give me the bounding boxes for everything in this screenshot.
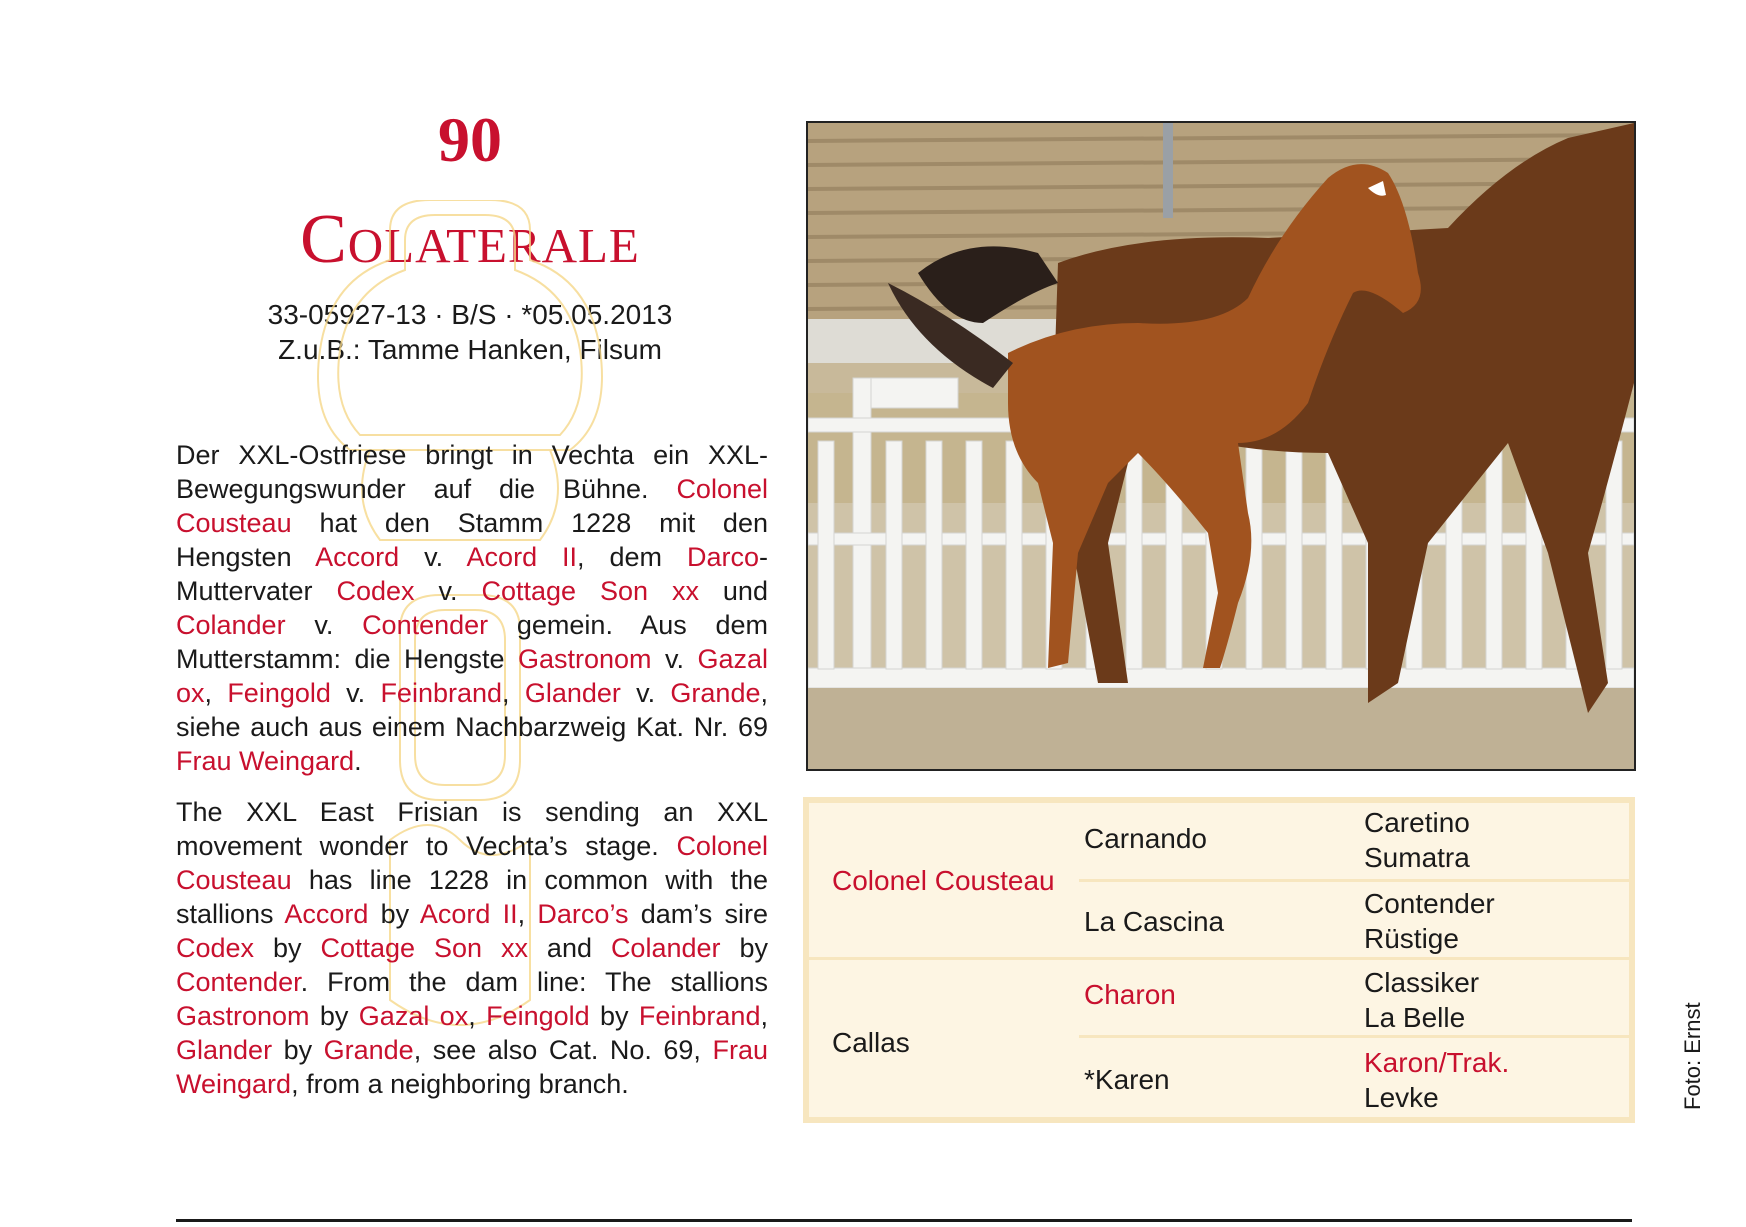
- breeder-line: Z.u.B.: Tamme Hanken, Filsum: [278, 334, 662, 365]
- pedigree-sire-dam: La Cascina: [1084, 906, 1225, 937]
- horse-name-reference: Feingold: [227, 678, 331, 708]
- text-segment: , from a neighboring branch.: [291, 1069, 629, 1099]
- pedigree-divider: [809, 957, 1629, 960]
- text-segment: by: [368, 899, 420, 929]
- text-segment: und: [698, 576, 768, 606]
- text-segment: Der XXL-Ostfriese bringt in Vechta ein XXL-Bewegungswunder auf die Bühne.: [176, 440, 768, 504]
- horse-name-reference: Gastronom: [176, 1001, 310, 1031]
- text-segment: v.: [651, 644, 698, 674]
- text-segment: ,: [517, 899, 538, 929]
- text-segment: v.: [414, 576, 482, 606]
- pedigree-ggen: Levke: [1364, 1082, 1439, 1113]
- text-segment: , see also Cat. No. 69,: [413, 1035, 713, 1065]
- pedigree-ggen: La Belle: [1364, 1002, 1466, 1033]
- pedigree-ggen: Rüstige: [1364, 923, 1459, 954]
- pedigree-dam-dam: *Karen: [1084, 1064, 1170, 1095]
- pedigree-divider: [1079, 879, 1329, 882]
- horse-name-reference: Gazal ox: [358, 1001, 469, 1031]
- horse-name-reference: Frau Weingard: [176, 1035, 768, 1099]
- text-segment: -Muttervater: [176, 542, 769, 606]
- pedigree-dam-sire: Charon: [1084, 979, 1176, 1010]
- horse-name-reference: Feingold: [486, 1001, 590, 1031]
- text-segment: .: [354, 746, 362, 776]
- text-segment: gemein. Aus dem Mutterstamm: die Hengste: [176, 610, 768, 674]
- horse-name-reference: Gastronom: [517, 644, 652, 674]
- horse-name-reference: Contender: [176, 967, 301, 997]
- pedigree-ggen: Caretino: [1364, 807, 1470, 838]
- text-segment: v.: [620, 678, 671, 708]
- horse-name-reference: Colander: [176, 610, 286, 640]
- horse-name-reference: Glander: [176, 1035, 273, 1065]
- horse-name-reference: Darco: [687, 542, 760, 572]
- horse-name: Colaterale: [300, 201, 640, 278]
- text-segment: , dem: [577, 542, 687, 572]
- horse-name-reference: Feinbrand: [638, 1001, 761, 1031]
- text-segment: ,: [760, 1001, 768, 1031]
- horse-name-reference: Colonel Cousteau: [176, 474, 768, 538]
- footer-rule: [176, 1219, 1632, 1222]
- text-segment: by: [254, 933, 321, 963]
- text-segment: hat den Stamm 1228 mit den Hengsten: [176, 508, 768, 572]
- horse-name-reference: Frau Weingard: [176, 746, 355, 776]
- pedigree-sire: Colonel Cousteau: [832, 865, 1055, 896]
- text-segment: . From the dam line: The stallions: [300, 967, 768, 997]
- pedigree-ggen: Contender: [1364, 888, 1495, 919]
- horse-name-reference: Gazal ox: [176, 644, 768, 708]
- text-segment: v.: [330, 678, 381, 708]
- horse-name-reference: Codex: [336, 576, 415, 606]
- pedigree-ggen: Classiker: [1364, 967, 1480, 998]
- text-segment: v.: [399, 542, 467, 572]
- text-segment: ,: [204, 678, 228, 708]
- text-segment: , siehe auch aus einem Nachbarzweig Kat. Nr. 69: [176, 678, 768, 742]
- description-english: [176, 795, 768, 1101]
- horse-photo: [806, 121, 1636, 771]
- horse-name-reference: Accord: [284, 899, 369, 929]
- pedigree-sire-sire: Carnando: [1084, 823, 1207, 854]
- text-segment: by: [589, 1001, 639, 1031]
- photo-credit: Foto: Ernst: [1680, 1002, 1705, 1110]
- description-german: [176, 438, 768, 778]
- horse-name-reference: Codex: [176, 933, 255, 963]
- text-segment: dam’s sire: [628, 899, 768, 929]
- text-segment: v.: [285, 610, 363, 640]
- horse-name-reference: Acord II: [419, 899, 518, 929]
- horse-name-reference: Darco’s: [537, 899, 629, 929]
- horse-name-reference: Cottage Son xx: [481, 576, 699, 606]
- horse-name-reference: Glander: [524, 678, 621, 708]
- horse-name-reference: Colonel Cousteau: [176, 831, 768, 895]
- text-segment: and: [527, 933, 611, 963]
- registration-line: 33-05927-13 · B/S · *05.05.2013: [267, 299, 673, 330]
- pedigree-table: [803, 797, 1635, 1123]
- text-segment: by: [720, 933, 768, 963]
- pedigree-dam: Callas: [832, 1027, 910, 1058]
- horse-name-reference: Feinbrand: [380, 678, 503, 708]
- horse-name-reference: Cottage Son xx: [320, 933, 528, 963]
- pedigree-divider: [1079, 1035, 1629, 1038]
- text-segment: The XXL East Frisian is sending an XXL movement wonder to Vechta’s stage.: [176, 797, 768, 861]
- pedigree-grid: [809, 803, 1629, 1117]
- lot-number: 90: [438, 104, 502, 175]
- horse-name-reference: Contender: [362, 610, 489, 640]
- horse-name-reference: Acord II: [466, 542, 578, 572]
- horse-name-reference: Accord: [315, 542, 400, 572]
- pedigree-ggen: Karon/Trak.: [1364, 1047, 1510, 1078]
- text-segment: ,: [502, 678, 525, 708]
- horse-name-reference: Grande: [670, 678, 761, 708]
- text-segment: ,: [468, 1001, 487, 1031]
- pedigree-ggen: Sumatra: [1364, 842, 1470, 873]
- text-segment: by: [309, 1001, 359, 1031]
- text-segment: by: [272, 1035, 324, 1065]
- horse-name-reference: Colander: [610, 933, 721, 963]
- pedigree-divider: [1329, 879, 1629, 882]
- horse-name-reference: Grande: [323, 1035, 414, 1065]
- text-segment: has line 1228 in common with the stallions: [176, 865, 768, 929]
